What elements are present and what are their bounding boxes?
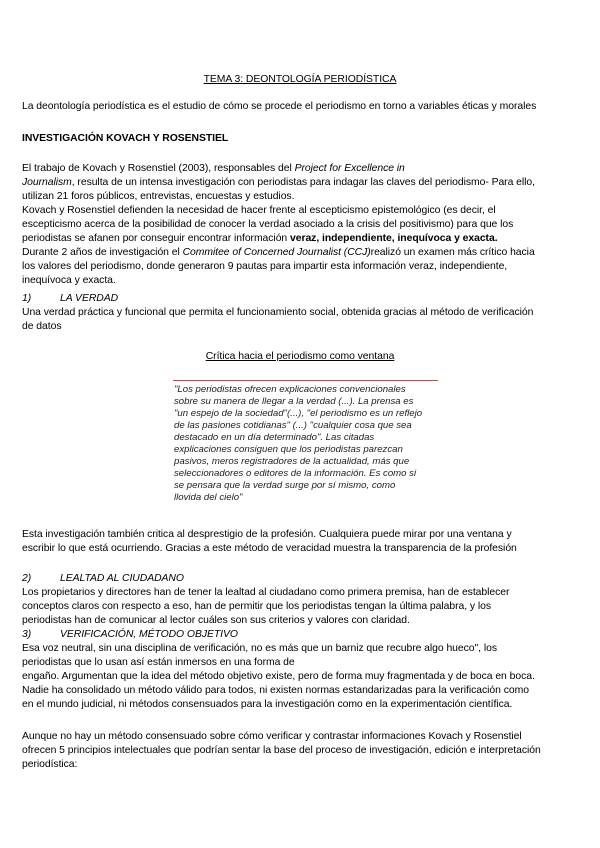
quote-line: llovida del cielo"	[174, 492, 243, 503]
paragraph-line: Kovach y Rosenstiel defienden la necesidad de hacer frente al escepticismo epistemológico (es decir, el	[22, 205, 496, 216]
paragraph-line: ofrecen 5 principios intelectuales que podrían sentar la base del proceso de investigación, edición e interpretación	[22, 745, 541, 756]
section-heading: INVESTIGACIÓN KOVACH Y ROSENSTIEL	[22, 133, 229, 144]
subheading-verificacion: 3) VERIFICACIÓN, MÉTODO OBJETIVO	[22, 629, 238, 640]
paragraph-line: periodistas han de comunicar al lector cuáles son sus criterios y valores con claridad.	[22, 615, 410, 626]
quote-line: seleccionadores o editores de la información. Es como si	[174, 468, 417, 479]
paragraph-line: periodistas se afanen por conseguir encontrar información veraz, independiente, inequívoca y exacta.	[22, 233, 498, 244]
intro-paragraph: La deontología periodística es el estudio de cómo se procede el periodismo en torno a variables éticas y morales	[22, 101, 537, 112]
subheading-la-verdad: 1) LA VERDAD	[22, 293, 119, 304]
quote-line: "un espejo de la sociedad"(...), "el periodismo es un reflejo	[174, 408, 423, 419]
page-title: TEMA 3: DEONTOLOGÍA PERIODÍSTICA	[203, 74, 397, 85]
image-caption: Crítica hacia el periodismo como ventana	[205, 351, 395, 362]
paragraph-line: de datos	[22, 321, 62, 332]
paragraph-line: El trabajo de Kovach y Rosenstiel (2003), responsables del Project for Excellence in	[22, 163, 405, 174]
paragraph-line: periodistas que lo usan así están inmersos en una forma de	[22, 657, 295, 668]
paragraph-line: Esa voz neutral, sin una disciplina de verificación, no es más que un barniz que recubre algo hueco", los	[22, 643, 497, 654]
subheading-lealtad: 2) LEALTAD AL CIUDADANO	[22, 573, 184, 584]
paragraph-line: conceptos claros con respecto a eso, han de permitir que los periodistas tengan la última palabra, y los	[22, 601, 491, 612]
paragraph-line: Journalism, resulta de un intensa investigación con periodistas para indagar las claves del periodismo- Para ello,	[22, 177, 535, 188]
paragraph-line: Nadie ha consolidado un método válido para todos, ni existen normas estandarizadas para la verificación como	[22, 685, 529, 696]
paragraph-line: los valores del periodismo, donde generaron 9 pautas para impartir esta información veraz, independiente,	[22, 261, 508, 272]
paragraph-line: Esta investigación también critica al desprestigio de la profesión. Cualquiera puede mirar por una ventana y	[22, 529, 512, 540]
quote-line: pasivos, meros registradores de la actualidad, más que	[174, 456, 410, 467]
quote-line: "Los periodistas ofrecen explicaciones convencionales	[174, 384, 406, 395]
quote-line: destacado en un día determinado". Las citadas	[174, 432, 375, 443]
paragraph-line: engaño. Argumentan que la idea del método objetivo existe, pero de forma muy fragmentada y de boca en boca.	[22, 671, 535, 682]
quote-line: explicaciones consiguen que los periodistas parezcan	[174, 444, 403, 455]
paragraph-line: Durante 2 años de investigación el Commitee of Concerned Journalist (CCJ)realizó un examen más crítico hacia	[22, 247, 535, 258]
paragraph-line: escribir lo que está ocurriendo. Gracias a este método de veracidad muestra la transparencia de la profesión	[22, 543, 517, 554]
paragraph-line: inequívoca y exacta.	[22, 275, 116, 286]
paragraph-line: Una verdad práctica y funcional que permita el funcionamiento social, obtenida gracias al método de verificación	[22, 307, 534, 318]
paragraph-line: periodística:	[22, 759, 78, 770]
paragraph-line: en el mundo judicial, ni métodos consensuados para la investigación como en la experimentación científica.	[22, 699, 513, 710]
quote-line: de las pasiones cotidianas" (...) "cualquier cosa que sea	[174, 420, 412, 431]
paragraph-line: Aunque no hay un método consensuado sobre cómo verificar y contrastar informaciones Kovach y Rosenstiel	[22, 731, 522, 742]
quote-divider	[173, 380, 438, 381]
paragraph-line: utilizan 21 foros públicos, entrevistas, encuestas y estudios.	[22, 191, 295, 202]
paragraph-line: escepticismo acerca de la posibilidad de conocer la verdad asociado a la crisis del positivismo) para que los	[22, 219, 514, 230]
quote-line: se pensara que la verdad surge por sí mismo, como	[174, 480, 396, 491]
quote-line: sobre su manera de llegar a la verdad (...). La prensa es	[174, 396, 414, 407]
paragraph-line: Los propietarios y directores han de tener la lealtad al ciudadano como primera premisa, han de establecer	[22, 587, 510, 598]
